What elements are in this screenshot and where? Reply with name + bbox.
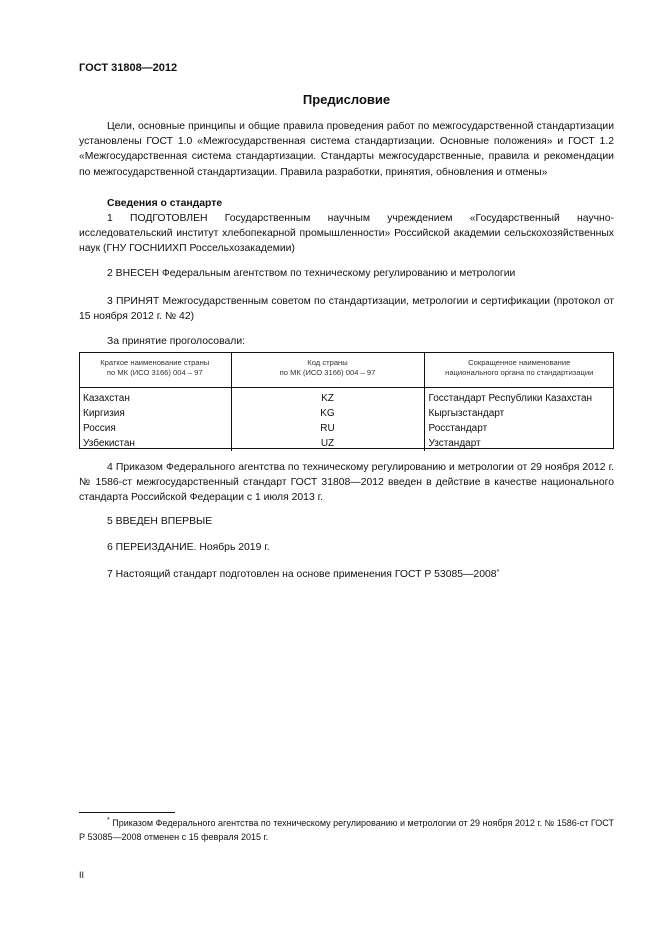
standard-code-header: ГОСТ 31808—2012 — [79, 62, 178, 74]
footnote-divider — [79, 812, 175, 813]
item-7-text: 7 Настоящий стандарт подготовлен на основе применения ГОСТ Р 53085—2008 — [107, 569, 497, 580]
col-code-header — [231, 352, 424, 388]
footnote-text: Приказом Федерального агентства по техническому регулированию и метрологии от 29 ноября 2012 г. № 1586-ст ГОСТ Р 53085—2008 отменен с 15 февраля 2015 г. — [79, 818, 614, 842]
col-country-header-line1: Краткое наименование страны — [100, 358, 210, 367]
table-row — [79, 388, 614, 407]
page-number: II — [79, 870, 85, 880]
item-4-order: 4 Приказом Федерального агентства по техническому регулированию и метрологии от 29 ноября 2012 г. № 1586-ст межгосударственный стандарт ГОСТ 31808—2012 введен в действие в качестве национального стандарта Российской Федерации с 1 июля 2013 г. — [79, 462, 614, 504]
table-header-row — [79, 352, 614, 388]
code-cell: KZ — [231, 388, 424, 407]
footnote — [79, 816, 614, 844]
item-2-submitted: 2 ВНЕСЕН Федеральным агентством по техническому регулированию и метрологии — [107, 268, 516, 279]
col-agency-header-line1: Сокращенное наименование — [468, 358, 571, 367]
code-cell: UZ — [231, 436, 424, 451]
code-cell: KG — [231, 406, 424, 421]
agency-cell: Узстандарт — [428, 438, 481, 449]
country-cell: Казахстан — [79, 388, 231, 407]
voting-table — [79, 352, 614, 451]
section-subtitle: Сведения о стандарте — [107, 198, 223, 209]
col-code-header-line2: по МК (ИСО 3166) 004 – 97 — [279, 368, 376, 377]
item-7-basis — [79, 567, 614, 582]
country-cell: Киргизия — [79, 406, 231, 421]
item-1-prepared: 1 ПОДГОТОВЛЕН Государственным научным учреждением «Государственный научно-исследовательский институт хлебопекарной промышленности» Российской академии сельскохозяйственных наук (ГНУ ГОСНИИХП Россельхозакадемии) — [79, 213, 614, 255]
table-row — [79, 406, 614, 421]
agency-cell: Росстандарт — [428, 423, 488, 434]
col-agency-header-line2: национального органа по стандартизации — [445, 368, 594, 377]
table-row — [79, 421, 614, 436]
page-title: Предисловие — [302, 92, 391, 107]
item-6-reissue: 6 ПЕРЕИЗДАНИЕ. Ноябрь 2019 г. — [107, 542, 270, 553]
col-agency-header — [424, 352, 614, 388]
table-row — [79, 436, 614, 451]
vote-label: За принятие проголосовали: — [107, 336, 246, 347]
code-cell: RU — [231, 421, 424, 436]
item-3-adopted: 3 ПРИНЯТ Межгосударственным советом по стандартизации, метрологии и сертификации (протокол от 15 ноября 2012 г. № 42) — [79, 296, 614, 323]
country-cell: Россия — [79, 421, 231, 436]
item-5-introduced: 5 ВВЕДЕН ВПЕРВЫЕ — [107, 516, 213, 527]
footnote-reference-mark: * — [496, 569, 500, 576]
agency-cell: Госстандарт Республики Казахстан — [428, 393, 593, 404]
col-country-header — [79, 352, 231, 388]
col-country-header-line2: по МК (ИСО 3166) 004 – 97 — [106, 368, 203, 377]
footnote-mark: * — [107, 817, 110, 824]
country-cell: Узбекистан — [79, 436, 231, 451]
col-code-header-line1: Код страны — [307, 358, 348, 367]
intro-paragraph: Цели, основные принципы и общие правила проведения работ по межгосударственной стандартизации установлены ГОСТ 1.0 «Межгосударственная система стандартизации. Основные положения» и ГОСТ 1.2 «Межгосударственная система стандартизации. Стандарты межгосударственные, правила и рекомендации по межгосударственной стандартизации. Правила разработки, принятия, обновления и отмены» — [79, 121, 614, 178]
agency-cell: Кыргызстандарт — [428, 408, 505, 419]
